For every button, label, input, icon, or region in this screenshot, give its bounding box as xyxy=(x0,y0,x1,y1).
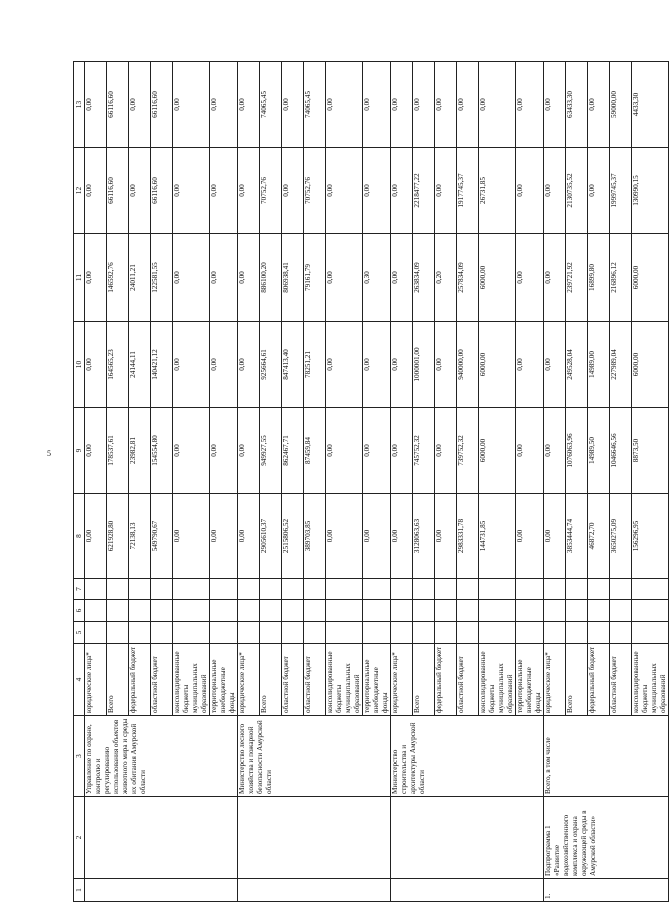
program-name-cell: Подпрограмма 1 «Развитие водохозяйственного комплекса и охрана окружающей среды в Амурской области» xyxy=(544,797,669,879)
value-cell: 0,00 xyxy=(516,322,544,408)
value-cell: 257834,09 xyxy=(457,234,479,322)
value-cell: 2905610,37 xyxy=(260,494,282,579)
value-cell: 0,00 xyxy=(238,408,260,494)
empty-cell xyxy=(85,622,107,644)
value-cell: 14989,50 xyxy=(588,408,610,494)
empty-cell xyxy=(610,622,632,644)
value-cell: 6000,00 xyxy=(632,234,669,322)
empty-cell xyxy=(260,622,282,644)
value-cell: 0,00 xyxy=(173,408,210,494)
value-cell: 1999745,37 xyxy=(610,148,632,234)
value-cell: 0,00 xyxy=(457,62,479,148)
value-cell: 0,00 xyxy=(210,322,238,408)
empty-cell xyxy=(173,600,210,622)
value-cell: 0,00 xyxy=(210,148,238,234)
value-cell: 66116,60 xyxy=(151,148,173,234)
funding-source-cell: областной бюджет xyxy=(457,644,479,716)
value-cell: 0,00 xyxy=(173,148,210,234)
empty-cell xyxy=(457,579,479,600)
column-header: 10 xyxy=(74,322,85,408)
value-cell: 4433,30 xyxy=(632,62,669,148)
empty-cell xyxy=(610,600,632,622)
value-cell: 0,00 xyxy=(363,494,391,579)
empty-cell xyxy=(173,622,210,644)
empty-cell xyxy=(479,579,516,600)
value-cell: 6000,00 xyxy=(632,322,669,408)
value-cell: 0,00 xyxy=(238,62,260,148)
empty-cell xyxy=(282,600,304,622)
empty-cell xyxy=(151,600,173,622)
value-cell: 745752,32 xyxy=(413,408,435,494)
value-cell: 66116,60 xyxy=(151,62,173,148)
empty-cell xyxy=(588,600,610,622)
value-cell: 0,00 xyxy=(391,62,413,148)
value-cell: 0,00 xyxy=(238,494,260,579)
funding-source-cell: областной бюджет xyxy=(282,644,304,716)
budget-table-rotated xyxy=(73,62,667,902)
value-cell: 140421,12 xyxy=(151,322,173,408)
funding-source-cell: Всего xyxy=(260,644,282,716)
value-cell: 70752,76 xyxy=(304,148,326,234)
value-cell: 0,00 xyxy=(435,322,457,408)
value-cell: 0,00 xyxy=(544,408,566,494)
value-cell: 0,00 xyxy=(363,62,391,148)
value-cell: 164565,23 xyxy=(107,322,129,408)
empty-cell xyxy=(107,600,129,622)
funding-source-cell: юридические лица* xyxy=(544,644,566,716)
value-cell: 24144,11 xyxy=(129,322,151,408)
funding-source-cell: областной бюджет xyxy=(304,644,326,716)
column-header: 5 xyxy=(74,622,85,644)
row-number-cell xyxy=(391,879,544,902)
value-cell: 0,00 xyxy=(129,62,151,148)
value-cell: 87459,84 xyxy=(304,408,326,494)
value-cell: 0,00 xyxy=(129,148,151,234)
empty-cell xyxy=(413,600,435,622)
value-cell: 0,00 xyxy=(413,62,435,148)
value-cell: 227989,04 xyxy=(610,322,632,408)
value-cell: 178537,61 xyxy=(107,408,129,494)
value-cell: 0,00 xyxy=(516,234,544,322)
empty-cell xyxy=(151,622,173,644)
value-cell: 79161,79 xyxy=(304,234,326,322)
value-cell: 0,00 xyxy=(85,408,107,494)
value-cell: 0,00 xyxy=(544,148,566,234)
value-cell: 146592,76 xyxy=(107,234,129,322)
funding-source-cell: консолидированные бюджеты муниципальных образований xyxy=(479,644,516,716)
empty-cell xyxy=(238,600,260,622)
value-cell: 0,00 xyxy=(391,322,413,408)
value-cell: 1076063,96 xyxy=(566,408,588,494)
value-cell: 0,00 xyxy=(173,322,210,408)
value-cell: 78251,21 xyxy=(304,322,326,408)
funding-source-cell: областной бюджет xyxy=(610,644,632,716)
value-cell: 925664,61 xyxy=(260,322,282,408)
value-cell: 1917745,37 xyxy=(457,148,479,234)
value-cell: 0,00 xyxy=(391,494,413,579)
value-cell: 24011,21 xyxy=(129,234,151,322)
funding-source-cell: Всего xyxy=(566,644,588,716)
value-cell: 0,00 xyxy=(326,494,363,579)
empty-cell xyxy=(544,600,566,622)
column-header: 3 xyxy=(74,716,85,797)
value-cell: 0,30 xyxy=(363,234,391,322)
value-cell: 0,00 xyxy=(238,322,260,408)
empty-cell xyxy=(588,579,610,600)
column-header: 4 xyxy=(74,644,85,716)
empty-cell xyxy=(632,622,669,644)
value-cell: 263834,09 xyxy=(413,234,435,322)
value-cell: 0,00 xyxy=(85,494,107,579)
empty-cell xyxy=(260,579,282,600)
table-row xyxy=(238,62,260,902)
funding-source-cell: территориальные внебюджетные фонды xyxy=(210,644,238,716)
program-name-cell xyxy=(85,797,238,879)
value-cell: 0,00 xyxy=(363,322,391,408)
row-number-cell: 1. xyxy=(544,879,669,902)
executor-cell: Управление по охране, контролю и регулированию использования объектов животного мира и среды их обитания Амурской области xyxy=(85,716,238,797)
value-cell: 1000001,00 xyxy=(413,322,435,408)
empty-cell xyxy=(544,622,566,644)
value-cell: 72138,13 xyxy=(129,494,151,579)
value-cell: 239721,92 xyxy=(566,234,588,322)
value-cell: 0,00 xyxy=(588,62,610,148)
value-cell: 621928,80 xyxy=(107,494,129,579)
row-number-cell xyxy=(85,879,238,902)
value-cell: 0,00 xyxy=(326,62,363,148)
value-cell: 0,00 xyxy=(85,322,107,408)
funding-source-cell: юридические лица* xyxy=(391,644,413,716)
value-cell: 0,00 xyxy=(173,494,210,579)
column-header: 11 xyxy=(74,234,85,322)
value-cell: 144731,85 xyxy=(479,494,516,579)
funding-source-cell: территориальные внебюджетные фонды xyxy=(363,644,391,716)
empty-cell xyxy=(363,622,391,644)
value-cell: 0,00 xyxy=(435,148,457,234)
value-cell: 549790,67 xyxy=(151,494,173,579)
value-cell: 0,00 xyxy=(173,62,210,148)
value-cell: 0,00 xyxy=(85,234,107,322)
empty-cell xyxy=(304,622,326,644)
empty-cell xyxy=(129,622,151,644)
value-cell: 806938,41 xyxy=(282,234,304,322)
empty-cell xyxy=(516,622,544,644)
value-cell: 0,00 xyxy=(326,148,363,234)
value-cell: 0,00 xyxy=(516,148,544,234)
value-cell: 0,00 xyxy=(238,234,260,322)
value-cell: 0,00 xyxy=(282,62,304,148)
value-cell: 0,00 xyxy=(210,62,238,148)
empty-cell xyxy=(260,600,282,622)
value-cell: 66116,60 xyxy=(107,62,129,148)
value-cell: 66116,60 xyxy=(107,148,129,234)
value-cell: 0,00 xyxy=(173,234,210,322)
empty-cell xyxy=(210,600,238,622)
value-cell: 0,00 xyxy=(391,408,413,494)
empty-cell xyxy=(413,622,435,644)
value-cell: 23982,81 xyxy=(129,408,151,494)
empty-cell xyxy=(107,622,129,644)
empty-cell xyxy=(632,600,669,622)
empty-cell xyxy=(210,579,238,600)
funding-source-cell: юридические лица* xyxy=(238,644,260,716)
value-cell: 0,00 xyxy=(544,322,566,408)
value-cell: 6000,00 xyxy=(479,234,516,322)
value-cell: 14989,00 xyxy=(588,322,610,408)
funding-source-cell: территориальные внебюджетные фонды xyxy=(516,644,544,716)
value-cell: 0,00 xyxy=(85,148,107,234)
empty-cell xyxy=(391,600,413,622)
empty-cell xyxy=(326,622,363,644)
empty-cell xyxy=(566,579,588,600)
value-cell: 0,20 xyxy=(435,234,457,322)
column-header: 8 xyxy=(74,494,85,579)
value-cell: 156296,95 xyxy=(632,494,669,579)
empty-cell xyxy=(479,600,516,622)
column-header: 12 xyxy=(74,148,85,234)
value-cell: 8873,50 xyxy=(632,408,669,494)
value-cell: 886100,20 xyxy=(260,234,282,322)
value-cell: 0,00 xyxy=(326,322,363,408)
value-cell: 0,00 xyxy=(238,148,260,234)
empty-cell xyxy=(632,579,669,600)
value-cell: 26731,85 xyxy=(479,148,516,234)
funding-source-cell: федеральный бюджет xyxy=(588,644,610,716)
empty-cell xyxy=(479,622,516,644)
value-cell: 63433,30 xyxy=(566,62,588,148)
value-cell: 3128063,63 xyxy=(413,494,435,579)
program-name-cell xyxy=(238,797,391,879)
value-cell: 1046646,56 xyxy=(610,408,632,494)
funding-source-cell: консолидированные бюджеты муниципальных образований xyxy=(173,644,210,716)
value-cell: 949927,55 xyxy=(260,408,282,494)
value-cell: 0,00 xyxy=(516,408,544,494)
budget-table xyxy=(73,61,669,902)
value-cell: 3650275,09 xyxy=(610,494,632,579)
empty-cell xyxy=(413,579,435,600)
value-cell: 216896,12 xyxy=(610,234,632,322)
empty-cell xyxy=(435,600,457,622)
empty-cell xyxy=(363,600,391,622)
value-cell: 2130735,52 xyxy=(566,148,588,234)
funding-source-cell: консолидированные бюджеты муниципальных образований xyxy=(632,644,669,716)
funding-source-cell: федеральный бюджет xyxy=(435,644,457,716)
value-cell: 0,00 xyxy=(516,62,544,148)
empty-cell xyxy=(435,579,457,600)
value-cell: 0,00 xyxy=(435,408,457,494)
value-cell: 70752,76 xyxy=(260,148,282,234)
page-number: 5 xyxy=(47,449,51,458)
empty-cell xyxy=(238,579,260,600)
empty-cell xyxy=(304,600,326,622)
empty-cell xyxy=(391,622,413,644)
column-header: 7 xyxy=(74,579,85,600)
empty-cell xyxy=(210,622,238,644)
program-name-cell xyxy=(391,797,544,879)
value-cell: 739752,32 xyxy=(457,408,479,494)
funding-source-cell: федеральный бюджет xyxy=(129,644,151,716)
empty-cell xyxy=(566,600,588,622)
table-row xyxy=(391,62,413,902)
empty-cell xyxy=(282,579,304,600)
column-header: 2 xyxy=(74,797,85,879)
value-cell: 0,00 xyxy=(210,494,238,579)
header-row xyxy=(74,62,85,902)
value-cell: 0,00 xyxy=(326,408,363,494)
funding-source-cell: консолидированные бюджеты муниципальных образований xyxy=(326,644,363,716)
table-row xyxy=(544,62,566,902)
empty-cell xyxy=(129,579,151,600)
empty-cell xyxy=(173,579,210,600)
empty-cell xyxy=(516,579,544,600)
empty-cell xyxy=(326,600,363,622)
empty-cell xyxy=(544,579,566,600)
value-cell: 847413,40 xyxy=(282,322,304,408)
funding-source-cell: областной бюджет xyxy=(151,644,173,716)
table-row xyxy=(85,62,107,902)
funding-source-cell: Всего xyxy=(413,644,435,716)
table-body xyxy=(74,62,669,902)
empty-cell xyxy=(435,622,457,644)
value-cell: 862467,71 xyxy=(282,408,304,494)
funding-source-cell: юридические лица* xyxy=(85,644,107,716)
empty-cell xyxy=(610,579,632,600)
empty-cell xyxy=(107,579,129,600)
value-cell: 0,00 xyxy=(544,494,566,579)
value-cell: 0,00 xyxy=(282,148,304,234)
value-cell: 74065,45 xyxy=(304,62,326,148)
empty-cell xyxy=(129,600,151,622)
empty-cell xyxy=(238,622,260,644)
empty-cell xyxy=(457,600,479,622)
value-cell: 0,00 xyxy=(435,494,457,579)
value-cell: 0,00 xyxy=(391,148,413,234)
column-header: 6 xyxy=(74,600,85,622)
value-cell: 6000,00 xyxy=(479,408,516,494)
empty-cell xyxy=(304,579,326,600)
value-cell: 0,00 xyxy=(435,62,457,148)
value-cell: 74065,45 xyxy=(260,62,282,148)
value-cell: 46872,70 xyxy=(588,494,610,579)
value-cell: 0,00 xyxy=(363,148,391,234)
empty-cell xyxy=(457,622,479,644)
value-cell: 3853444,74 xyxy=(566,494,588,579)
value-cell: 249528,04 xyxy=(566,322,588,408)
value-cell: 0,00 xyxy=(85,62,107,148)
empty-cell xyxy=(363,579,391,600)
value-cell: 0,00 xyxy=(326,234,363,322)
value-cell: 2515806,52 xyxy=(282,494,304,579)
empty-cell xyxy=(151,579,173,600)
executor-cell: Министерство лесного хозяйства и пожарной безопасности Амурской области xyxy=(238,716,391,797)
column-header: 13 xyxy=(74,62,85,148)
value-cell: 0,00 xyxy=(588,148,610,234)
value-cell: 0,00 xyxy=(544,234,566,322)
value-cell: 2983331,78 xyxy=(457,494,479,579)
value-cell: 2218477,22 xyxy=(413,148,435,234)
funding-source-cell: Всего xyxy=(107,644,129,716)
value-cell: 59000,00 xyxy=(610,62,632,148)
value-cell: 0,00 xyxy=(391,234,413,322)
value-cell: 0,00 xyxy=(479,62,516,148)
value-cell: 0,00 xyxy=(363,408,391,494)
executor-cell: Министерство строительства и архитектуры Амурской области xyxy=(391,716,544,797)
value-cell: 130990,15 xyxy=(632,148,669,234)
column-header: 1 xyxy=(74,879,85,902)
empty-cell xyxy=(326,579,363,600)
empty-cell xyxy=(391,579,413,600)
empty-cell xyxy=(85,579,107,600)
value-cell: 389703,85 xyxy=(304,494,326,579)
empty-cell xyxy=(85,600,107,622)
row-number-cell xyxy=(238,879,391,902)
empty-cell xyxy=(588,622,610,644)
executor-cell: Всего, в том числе xyxy=(544,716,669,797)
value-cell: 0,00 xyxy=(210,408,238,494)
empty-cell xyxy=(566,622,588,644)
value-cell: 154554,80 xyxy=(151,408,173,494)
value-cell: 6000,00 xyxy=(479,322,516,408)
value-cell: 122581,55 xyxy=(151,234,173,322)
value-cell: 940000,00 xyxy=(457,322,479,408)
value-cell: 0,00 xyxy=(516,494,544,579)
value-cell: 0,00 xyxy=(544,62,566,148)
column-header: 9 xyxy=(74,408,85,494)
empty-cell xyxy=(282,622,304,644)
value-cell: 0,00 xyxy=(210,234,238,322)
value-cell: 16899,80 xyxy=(588,234,610,322)
empty-cell xyxy=(516,600,544,622)
